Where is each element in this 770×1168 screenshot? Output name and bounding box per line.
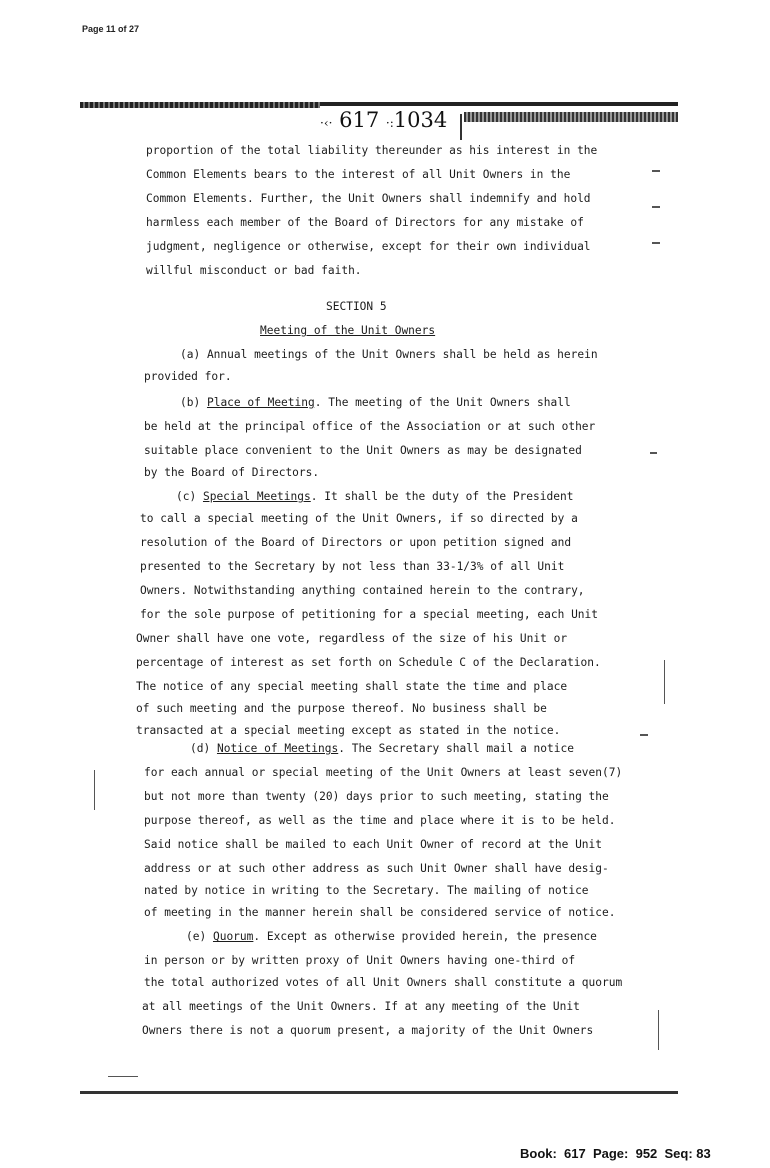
scan-edge-corner xyxy=(460,114,462,140)
subsection-d-first-line: (d) Notice of Meetings. The Secretary shall mail a notice xyxy=(190,742,574,755)
subsection-c-line: Owner shall have one vote, regardless of the size of his Unit or xyxy=(136,632,568,645)
subsection-d-line: purpose thereof, as well as the time and place where it is to be held. xyxy=(144,814,616,827)
body-line: Common Elements bears to the interest of all Unit Owners in the xyxy=(146,168,571,181)
subsection-c-heading: Special Meetings xyxy=(202,490,311,503)
subsection-b-heading: Place of Meeting xyxy=(206,396,315,409)
subsection-e-line: at all meetings of the Unit Owners. If at any meeting of the Unit xyxy=(142,1000,580,1013)
subsection-b-text: The meeting of the Unit Owners shall xyxy=(328,396,571,409)
subsection-b-line: suitable place convenient to the Unit Owners as may be designated xyxy=(144,444,582,457)
section-number: SECTION 5 xyxy=(326,300,387,313)
subsection-c-line: to call a special meeting of the Unit Owners, if so directed by a xyxy=(140,512,578,525)
subsection-d-line: Said notice shall be mailed to each Unit Owner of record at the Unit xyxy=(144,838,603,851)
stamp-prefix: 617 xyxy=(339,108,380,132)
subsection-d-label: (d) xyxy=(190,742,211,755)
margin-mark xyxy=(658,1010,659,1050)
subsection-c-line: The notice of any special meeting shall state the time and place xyxy=(136,680,568,693)
stamp-number: 1034 xyxy=(393,108,448,132)
subsection-e-line: in person or by written proxy of Unit Owners having one-third of xyxy=(144,954,576,967)
subsection-d-line: but not more than twenty (20) days prior to such meeting, stating the xyxy=(144,790,609,803)
subsection-c-line: for the sole purpose of petitioning for a special meeting, each Unit xyxy=(140,608,599,621)
subsection-a-line: (a) Annual meetings of the Unit Owners shall be held as herein xyxy=(180,348,598,361)
margin-mark xyxy=(664,660,665,704)
subsection-b-line: by the Board of Directors. xyxy=(144,466,320,479)
book-page-footer: Book: 617 Page: 952 Seq: 83 xyxy=(520,1146,711,1161)
margin-mark xyxy=(108,1076,138,1077)
subsection-b-label: (b) xyxy=(180,396,201,409)
subsection-e-text: Except as otherwise provided herein, the presence xyxy=(266,930,597,943)
body-line: judgment, negligence or otherwise, except for their own individual xyxy=(146,240,591,253)
margin-mark xyxy=(650,452,657,454)
subsection-c-line: Owners. Notwithstanding anything contained herein to the contrary, xyxy=(140,584,585,597)
subsection-c-label: (c) xyxy=(176,490,197,503)
subsection-e-line: Owners there is not a quorum present, a majority of the Unit Owners xyxy=(142,1024,594,1037)
margin-mark xyxy=(640,734,648,736)
subsection-c-line: percentage of interest as set forth on Schedule C of the Declaration. xyxy=(136,656,601,669)
scan-edge-right xyxy=(464,112,678,122)
subsection-a-line: provided for. xyxy=(144,370,232,383)
margin-mark xyxy=(94,770,95,810)
margin-mark xyxy=(652,206,660,208)
page-header-label: Page 11 of 27 xyxy=(82,24,140,34)
body-line: Common Elements. Further, the Unit Owners shall indemnify and hold xyxy=(146,192,591,205)
body-line: proportion of the total liability thereunder as his interest in the xyxy=(146,144,598,157)
subsection-c-line: presented to the Secretary by not less than 33-1/3% of all Unit xyxy=(140,560,565,573)
subsection-e-label: (e) xyxy=(186,930,207,943)
subsection-d-text: The Secretary shall mail a notice xyxy=(351,742,574,755)
subsection-e-heading: Quorum xyxy=(212,930,254,943)
margin-mark xyxy=(652,170,660,172)
body-line: harmless each member of the Board of Directors for any mistake of xyxy=(146,216,584,229)
subsection-d-heading: Notice of Meetings xyxy=(216,742,339,755)
subsection-e-first-line: (e) Quorum. Except as otherwise provided herein, the presence xyxy=(186,930,597,943)
subsection-c-line: transacted at a special meeting except as stated in the notice. xyxy=(136,724,561,737)
margin-mark xyxy=(652,242,660,244)
subsection-b-first-line: (b) Place of Meeting. The meeting of the Unit Owners shall xyxy=(180,396,571,409)
body-line: willful misconduct or bad faith. xyxy=(146,264,362,277)
book-page-stamp: ·‹· 617 ·:1034 xyxy=(320,108,448,132)
subsection-c-text: It shall be the duty of the President xyxy=(324,490,574,503)
scan-edge-left xyxy=(80,102,320,108)
subsection-e-line: the total authorized votes of all Unit Owners shall constitute a quorum xyxy=(144,976,623,989)
section-title: Meeting of the Unit Owners xyxy=(260,324,436,337)
subsection-c-first-line: (c) Special Meetings. It shall be the duty of the President xyxy=(176,490,574,503)
subsection-c-line: of such meeting and the purpose thereof. No business shall be xyxy=(136,702,547,715)
subsection-d-line: of meeting in the manner herein shall be considered service of notice. xyxy=(144,906,616,919)
subsection-c-line: resolution of the Board of Directors or upon petition signed and xyxy=(140,536,572,549)
subsection-d-line: nated by notice in writing to the Secretary. The mailing of notice xyxy=(144,884,589,897)
subsection-d-line: for each annual or special meeting of the Unit Owners at least seven(7) xyxy=(144,766,623,779)
subsection-d-line: address or at such other address as such Unit Owner shall have desig- xyxy=(144,862,609,875)
subsection-b-line: be held at the principal office of the Association or at such other xyxy=(144,420,596,433)
